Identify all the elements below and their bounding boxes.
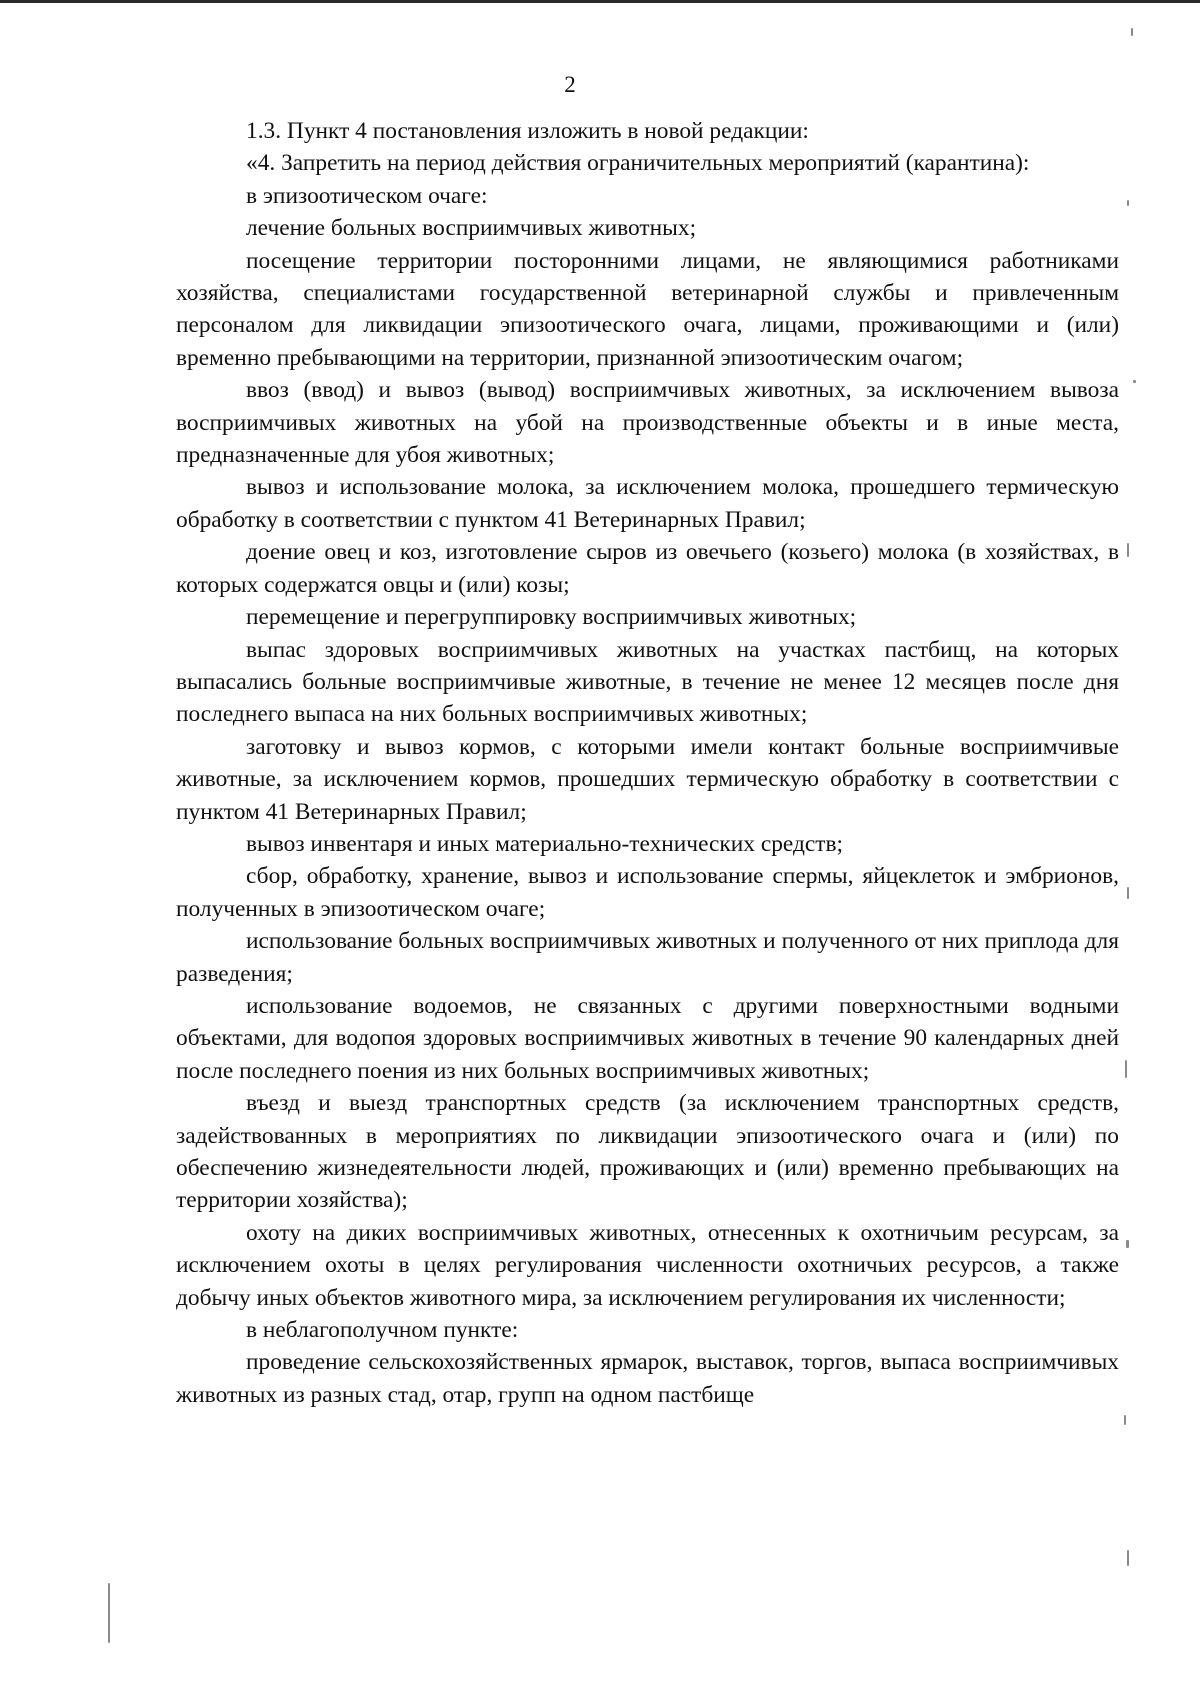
- document-paragraph: использование водоемов, не связанных с другими поверхностными водными объектами, для водопоя здоровых восприимчивых животных в течение 90 календарных дней после последнего поения из них больных восприимчивых животных;: [176, 992, 1119, 1084]
- document-paragraph: охоту на диких восприимчивых животных, отнесенных к охотничьим ресурсам, за исключением охоты в целях регулирования численности охотничьих ресурсов, а также добычу иных объектов животного мира, за исключением регулирования их численности;: [176, 1219, 1119, 1311]
- document-paragraph: лечение больных восприимчивых животных;: [246, 215, 697, 242]
- document-paragraph: использование больных восприимчивых животных и полученного от них приплода для разведения;: [176, 928, 1119, 987]
- document-body: [176, 115, 1119, 1411]
- scan-speck: [1131, 28, 1133, 36]
- scan-speck: [108, 1583, 110, 1643]
- scan-speck: [1125, 1060, 1127, 1078]
- document-paragraph: вывоз инвентаря и иных материально-технических средств;: [246, 830, 844, 857]
- document-paragraph: «4. Запретить на период действия ограничительных мероприятий (карантина):: [246, 150, 1030, 177]
- document-paragraph: ввоз (ввод) и вывоз (вывод) восприимчивых животных, за исключением вывоза восприимчивых животных на убой на производственные объекты и в иные места, предназначенные для убоя животных;: [176, 377, 1119, 469]
- document-paragraph: в эпизоотическом очаге:: [246, 182, 488, 209]
- page-number: 2: [564, 72, 576, 97]
- scan-speck: [1126, 1240, 1129, 1248]
- document-paragraph: перемещение и перегруппировку восприимчивых животных;: [246, 604, 857, 631]
- scan-speck: [1127, 1550, 1129, 1566]
- document-paragraph: посещение территории посторонними лицами, не являющимися работниками хозяйства, специалистами государственной ветеринарной службы и привлеченным персоналом для ликвидации эпизоотического очага, лицами, проживающими и (или) временно пребывающими на территории, признанной эпизоотическим очагом;: [176, 247, 1119, 371]
- document-paragraph: проведение сельскохозяйственных ярмарок, выставок, торгов, выпаса восприимчивых животных из разных стад, отар, групп на одном пастбище: [176, 1349, 1119, 1408]
- document-paragraph: сбор, обработку, хранение, вывоз и использование спермы, яйцеклеток и эмбрионов, полученных в эпизоотическом очаге;: [176, 863, 1119, 922]
- scan-speck: [1127, 543, 1129, 557]
- document-paragraph: 1.3. Пункт 4 постановления изложить в новой редакции:: [246, 118, 809, 144]
- scan-speck: [1124, 1415, 1126, 1425]
- document-paragraph: доение овец и коз, изготовление сыров из овечьего (козьего) молока (в хозяйствах, в которых содержатся овцы и (или) козы;: [176, 539, 1119, 598]
- scan-speck: [1127, 200, 1129, 206]
- document-paragraph: в неблагополучном пункте:: [246, 1317, 519, 1344]
- scan-top-edge: [0, 0, 1200, 3]
- document-paragraph: въезд и выезд транспортных средств (за исключением транспортных средств, задействованных в мероприятиях по ликвидации эпизоотического очага и (или) по обеспечению жизнедеятельности людей, проживающих и (или) временно пребывающих на территории хозяйства);: [176, 1090, 1119, 1214]
- scan-speck: [1127, 887, 1129, 899]
- document-paragraph: выпас здоровых восприимчивых животных на участках пастбищ, на которых выпасались больные восприимчивые животные, в течение не менее 12 месяцев после дня последнего выпаса на них больных восприимчивых животных;: [176, 636, 1119, 728]
- document-paragraph: заготовку и вывоз кормов, с которыми имели контакт больные восприимчивые животные, за исключением кормов, прошедших термическую обработку в соответствии с пунктом 41 Ветеринарных Правил;: [176, 733, 1119, 825]
- document-paragraph: вывоз и использование молока, за исключением молока, прошедшего термическую обработку в соответствии с пунктом 41 Ветеринарных Правил;: [176, 474, 1119, 533]
- scan-speck: [1133, 380, 1136, 383]
